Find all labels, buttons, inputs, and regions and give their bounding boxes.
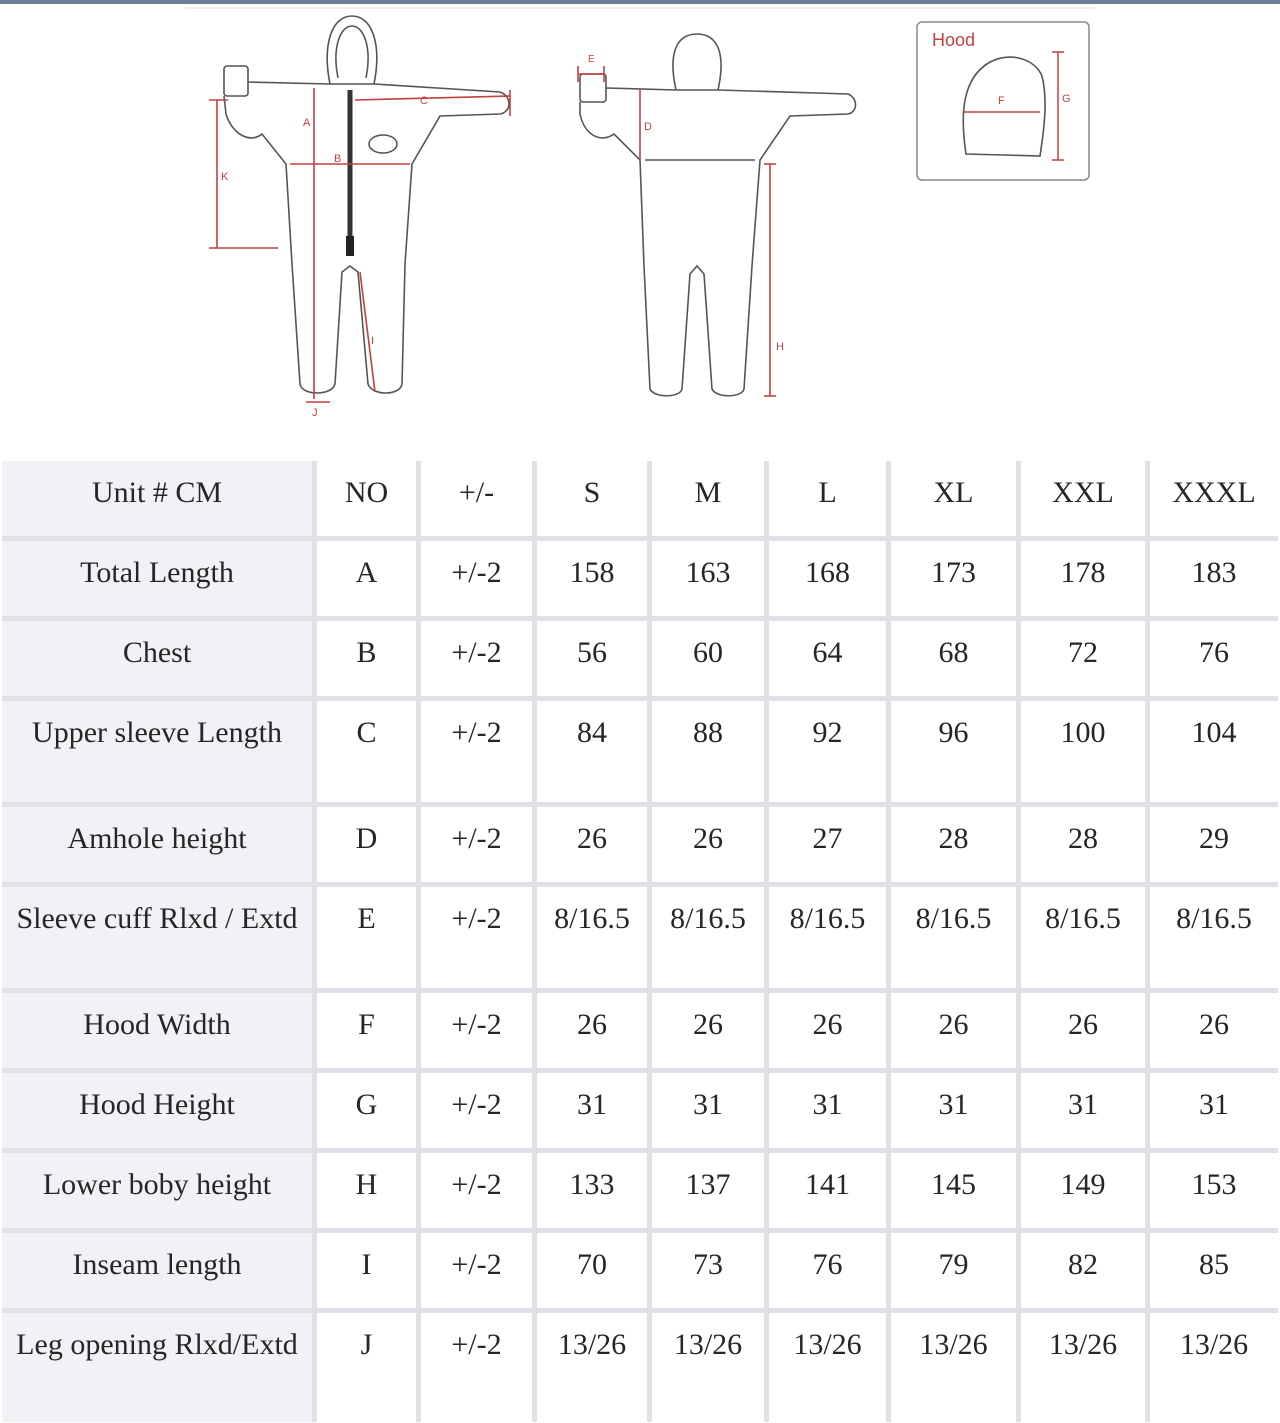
measurement-name: Lower boby height bbox=[2, 1153, 317, 1233]
size-value: 13/26 bbox=[769, 1313, 891, 1422]
size-value: 8/16.5 bbox=[1150, 887, 1278, 993]
size-value: 31 bbox=[891, 1073, 1021, 1153]
size-value: 26 bbox=[537, 993, 652, 1073]
size-value: 96 bbox=[891, 701, 1021, 807]
measurement-name: Chest bbox=[2, 621, 317, 701]
measurement-name: Inseam length bbox=[2, 1233, 317, 1313]
measurement-name: Total Length bbox=[2, 541, 317, 621]
size-value: 153 bbox=[1150, 1153, 1278, 1233]
measurement-code: J bbox=[317, 1313, 421, 1422]
size-value: 158 bbox=[537, 541, 652, 621]
size-value: 13/26 bbox=[537, 1313, 652, 1422]
label-b: B bbox=[334, 153, 342, 165]
table-row bbox=[2, 541, 1278, 621]
size-value: 31 bbox=[652, 1073, 769, 1153]
tolerance: +/-2 bbox=[421, 1313, 537, 1422]
hood-title: Hood bbox=[932, 30, 976, 50]
tolerance: +/-2 bbox=[421, 621, 537, 701]
size-value: 13/26 bbox=[1150, 1313, 1278, 1422]
size-value: 183 bbox=[1150, 541, 1278, 621]
size-value: 26 bbox=[652, 807, 769, 887]
table-row bbox=[2, 887, 1278, 993]
tolerance: +/-2 bbox=[421, 1153, 537, 1233]
size-value: 8/16.5 bbox=[652, 887, 769, 993]
size-value: 31 bbox=[1150, 1073, 1278, 1153]
size-value: 29 bbox=[1150, 807, 1278, 887]
coverall-measurement-diagram bbox=[0, 4, 1280, 444]
size-value: 26 bbox=[652, 993, 769, 1073]
measurement-name: Sleeve cuff Rlxd / Extd bbox=[2, 887, 317, 993]
size-value: 168 bbox=[769, 541, 891, 621]
label-f: F bbox=[998, 95, 1005, 107]
measurement-code: E bbox=[317, 887, 421, 993]
measurement-code: A bbox=[317, 541, 421, 621]
size-value: 56 bbox=[537, 621, 652, 701]
hood-inset bbox=[917, 22, 1089, 180]
table-row bbox=[2, 993, 1278, 1073]
header-cell: M bbox=[652, 461, 769, 541]
size-value: 8/16.5 bbox=[1021, 887, 1150, 993]
size-value: 31 bbox=[769, 1073, 891, 1153]
size-value: 100 bbox=[1021, 701, 1150, 807]
size-value: 13/26 bbox=[652, 1313, 769, 1422]
measurement-name: Upper sleeve Length bbox=[2, 701, 317, 807]
size-value: 76 bbox=[1150, 621, 1278, 701]
size-value: 8/16.5 bbox=[891, 887, 1021, 993]
table-row bbox=[2, 621, 1278, 701]
size-value: 26 bbox=[1021, 993, 1150, 1073]
label-a: A bbox=[303, 117, 311, 129]
tolerance: +/-2 bbox=[421, 541, 537, 621]
label-j: J bbox=[312, 407, 318, 419]
size-chart-table bbox=[2, 461, 1278, 1422]
size-value: 85 bbox=[1150, 1233, 1278, 1313]
table-row bbox=[2, 1233, 1278, 1313]
measurement-code: B bbox=[317, 621, 421, 701]
measurement-name: Hood Height bbox=[2, 1073, 317, 1153]
table-row bbox=[2, 1073, 1278, 1153]
header-cell: NO bbox=[317, 461, 421, 541]
size-value: 70 bbox=[537, 1233, 652, 1313]
size-value: 73 bbox=[652, 1233, 769, 1313]
tolerance: +/-2 bbox=[421, 807, 537, 887]
header-cell: Unit # CM bbox=[2, 461, 317, 541]
measurement-code: C bbox=[317, 701, 421, 807]
header-cell: S bbox=[537, 461, 652, 541]
tolerance: +/-2 bbox=[421, 1073, 537, 1153]
header-cell: +/- bbox=[421, 461, 537, 541]
size-value: 163 bbox=[652, 541, 769, 621]
size-value: 8/16.5 bbox=[769, 887, 891, 993]
size-value: 72 bbox=[1021, 621, 1150, 701]
size-value: 137 bbox=[652, 1153, 769, 1233]
tolerance: +/-2 bbox=[421, 701, 537, 807]
measurement-name: Amhole height bbox=[2, 807, 317, 887]
size-value: 64 bbox=[769, 621, 891, 701]
size-value: 28 bbox=[1021, 807, 1150, 887]
size-value: 88 bbox=[652, 701, 769, 807]
size-value: 149 bbox=[1021, 1153, 1150, 1233]
label-h: H bbox=[776, 341, 784, 353]
measurement-code: G bbox=[317, 1073, 421, 1153]
label-e: E bbox=[588, 54, 595, 65]
size-value: 26 bbox=[769, 993, 891, 1073]
label-i: I bbox=[371, 335, 375, 347]
size-value: 141 bbox=[769, 1153, 891, 1233]
size-value: 133 bbox=[537, 1153, 652, 1233]
header-cell: XXXL bbox=[1150, 461, 1278, 541]
label-d: D bbox=[644, 121, 652, 133]
size-value: 13/26 bbox=[891, 1313, 1021, 1422]
size-value: 26 bbox=[537, 807, 652, 887]
label-g: G bbox=[1062, 93, 1071, 105]
size-value: 76 bbox=[769, 1233, 891, 1313]
measurement-code: H bbox=[317, 1153, 421, 1233]
measurement-code: D bbox=[317, 807, 421, 887]
size-value: 79 bbox=[891, 1233, 1021, 1313]
label-k: K bbox=[221, 171, 229, 183]
table-row bbox=[2, 1153, 1278, 1233]
size-value: 31 bbox=[537, 1073, 652, 1153]
size-value: 178 bbox=[1021, 541, 1150, 621]
tolerance: +/-2 bbox=[421, 1233, 537, 1313]
header-cell: XXL bbox=[1021, 461, 1150, 541]
size-value: 104 bbox=[1150, 701, 1278, 807]
header-row bbox=[2, 461, 1278, 541]
measurement-code: F bbox=[317, 993, 421, 1073]
size-value: 26 bbox=[1150, 993, 1278, 1073]
measurement-name: Hood Width bbox=[2, 993, 317, 1073]
tolerance: +/-2 bbox=[421, 993, 537, 1073]
size-value: 173 bbox=[891, 541, 1021, 621]
size-value: 26 bbox=[891, 993, 1021, 1073]
table-row bbox=[2, 1313, 1278, 1422]
size-value: 31 bbox=[1021, 1073, 1150, 1153]
front-view-figure bbox=[224, 16, 509, 393]
size-value: 27 bbox=[769, 807, 891, 887]
header-cell: XL bbox=[891, 461, 1021, 541]
size-value: 60 bbox=[652, 621, 769, 701]
front-measure-lines bbox=[209, 88, 510, 402]
header-cell: L bbox=[769, 461, 891, 541]
label-c: C bbox=[420, 95, 428, 107]
size-value: 68 bbox=[891, 621, 1021, 701]
measurement-name: Leg opening Rlxd/Extd bbox=[2, 1313, 317, 1422]
tolerance: +/-2 bbox=[421, 887, 537, 993]
size-value: 28 bbox=[891, 807, 1021, 887]
measurement-code: I bbox=[317, 1233, 421, 1313]
size-value: 13/26 bbox=[1021, 1313, 1150, 1422]
size-value: 82 bbox=[1021, 1233, 1150, 1313]
table-row bbox=[2, 807, 1278, 887]
back-view-figure bbox=[580, 34, 856, 396]
size-value: 145 bbox=[891, 1153, 1021, 1233]
table-row bbox=[2, 701, 1278, 807]
size-value: 8/16.5 bbox=[537, 887, 652, 993]
diagram-svg bbox=[0, 4, 1280, 444]
size-value: 84 bbox=[537, 701, 652, 807]
size-value: 92 bbox=[769, 701, 891, 807]
